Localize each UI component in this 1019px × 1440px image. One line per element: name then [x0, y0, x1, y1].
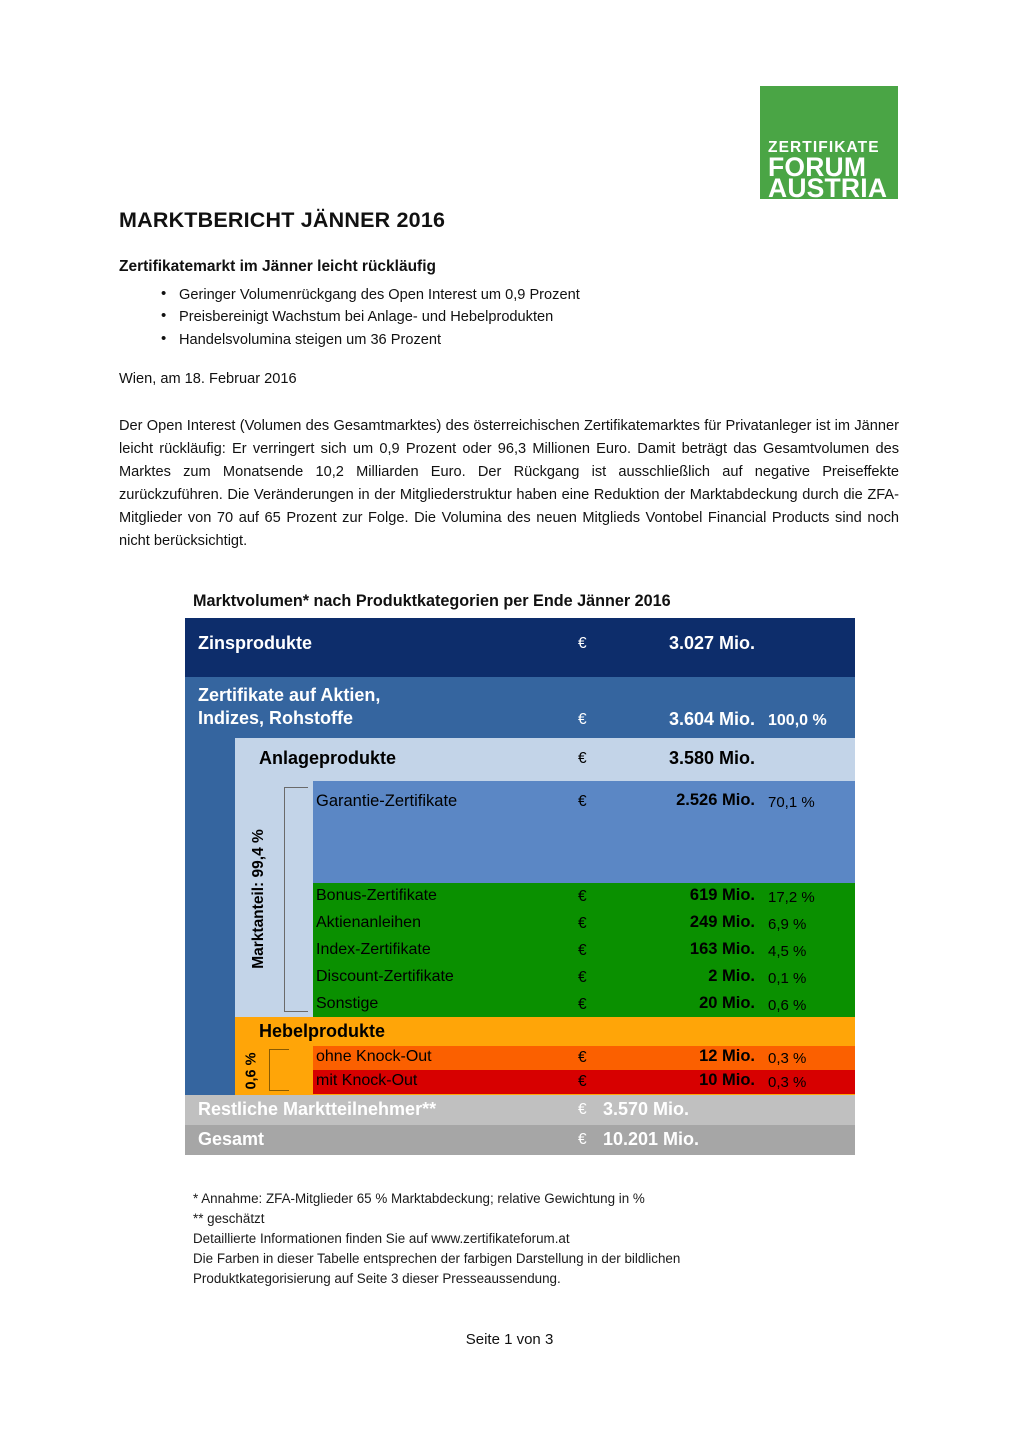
- list-item: • Geringer Volumenrückgang des Open Interest um 0,9 Prozent: [119, 284, 899, 306]
- market-volume-table: [185, 618, 855, 1155]
- row-percent: 6,9 %: [768, 916, 807, 933]
- currency-symbol: €: [578, 888, 587, 905]
- key-points-list: [119, 284, 899, 351]
- currency-symbol: €: [578, 1073, 587, 1090]
- row-label: Restliche Marktteilnehmer**: [198, 1099, 437, 1119]
- row-value: 3.604 Mio.: [668, 709, 755, 729]
- footnote-line: ** geschätzt: [193, 1210, 265, 1226]
- row-label: ohne Knock-Out: [316, 1048, 432, 1065]
- row-label: Zinsprodukte: [198, 633, 313, 653]
- row-value: 10.201 Mio.: [603, 1129, 700, 1149]
- currency-symbol: €: [578, 1131, 587, 1148]
- currency-symbol: €: [578, 711, 587, 728]
- row-label: Anlageprodukte: [259, 748, 397, 768]
- footnote-line: Produktkategorisierung auf Seite 3 dieser Presseaussendung.: [193, 1270, 561, 1286]
- table-row-index-zertifikate: [185, 937, 855, 964]
- currency-symbol: €: [578, 1101, 587, 1118]
- table-row-gesamt: [185, 1125, 855, 1155]
- dateline: Wien, am 18. Februar 2016: [119, 371, 297, 387]
- hebelprodukte-group: [185, 1017, 855, 1095]
- row-value: 2 Mio.: [708, 967, 755, 985]
- table-row-ohne-knock-out: [185, 1046, 855, 1070]
- footnotes-block: [193, 1189, 680, 1289]
- list-item: • Handelsvolumina steigen um 36 Prozent: [119, 329, 899, 351]
- currency-symbol: €: [578, 635, 587, 652]
- currency-symbol: €: [578, 750, 587, 767]
- green-products-group: [185, 883, 855, 1017]
- row-value: 3.027 Mio.: [668, 633, 755, 653]
- row-value: 619 Mio.: [689, 886, 755, 904]
- row-label: Discount-Zertifikate: [316, 968, 454, 985]
- row-value: 163 Mio.: [689, 940, 755, 958]
- footnote-line: Die Farben in dieser Tabelle entsprechen der farbigen Darstellung in der bildlichen: [193, 1250, 681, 1266]
- row-value: 249 Mio.: [689, 913, 755, 931]
- currency-symbol: €: [578, 915, 587, 932]
- row-value: 2.526 Mio.: [676, 791, 755, 809]
- currency-symbol: €: [578, 969, 587, 986]
- logo-wordmark: [768, 138, 896, 199]
- row-percent: 0,6 %: [768, 997, 807, 1014]
- logo-line-austria: AUSTRIA: [768, 172, 888, 199]
- page-footer: Seite 1 von 3: [465, 1331, 554, 1348]
- table-row-aktienanleihen: [185, 910, 855, 937]
- currency-symbol: €: [578, 793, 587, 810]
- row-label: Sonstige: [316, 995, 379, 1012]
- anlageprodukte-group: [185, 738, 855, 1017]
- row-percent: 0,1 %: [768, 970, 807, 987]
- row-percent: 0,3 %: [768, 1074, 807, 1091]
- table-row-garantie-zertifikate: [185, 781, 855, 883]
- row-label-line1: Zertifikate auf Aktien,: [198, 685, 381, 705]
- page-title: MARKTBERICHT JÄNNER 2016: [119, 208, 446, 232]
- row-percent: 70,1 %: [768, 794, 815, 811]
- row-percent: 17,2 %: [768, 889, 815, 906]
- row-percent: 100,0 %: [768, 712, 827, 729]
- row-value: 12 Mio.: [699, 1047, 755, 1065]
- table-row-discount-zertifikate: [185, 964, 855, 991]
- table-row-hebelprodukte: [185, 1017, 855, 1046]
- currency-symbol: €: [578, 996, 587, 1013]
- row-label: Index-Zertifikate: [316, 941, 431, 958]
- row-value: 20 Mio.: [699, 994, 755, 1012]
- table-row-restliche-marktteilnehmer: [185, 1095, 855, 1125]
- table-row-bonus-zertifikate: [185, 883, 855, 910]
- body-paragraph: Der Open Interest (Volumen des Gesamtmarktes) des österreichischen Zertifikatemarktes für Privatanleger ist im Jänner leicht rückläufig: Er verringert sich um 0,9 Prozent oder 96,3 Millionen Euro. Damit beträgt das Gesamtvolumen des Marktes zum Monatsende 10,2 Milliarden Euro. Der Rückgang ist ausschließlich auf negative Preiseffekte zurückzuführen. Die Veränderungen in der Mitgliederstruktur haben eine Reduktion der Marktabdeckung durch die ZFA-Mitglieder von 70 auf 65 Prozent zur Folge. Die Volumina des neuen Mitglieds Vontobel Financial Products sind noch nicht berücksichtigt.: [119, 418, 899, 549]
- table-row-anlageprodukte: [185, 738, 855, 781]
- list-item: • Preisbereinigt Wachstum bei Anlage- und Hebelprodukten: [119, 306, 899, 328]
- row-value: 3.580 Mio.: [668, 748, 755, 768]
- row-label: mit Knock-Out: [316, 1072, 418, 1089]
- row-percent: 4,5 %: [768, 943, 807, 960]
- row-label: Aktienanleihen: [316, 914, 421, 931]
- table-row-sonstige: [185, 991, 855, 1018]
- footnote-line: * Annahme: ZFA-Mitglieder 65 % Marktabdeckung; relative Gewichtung in %: [193, 1191, 645, 1206]
- currency-symbol: €: [578, 1049, 587, 1066]
- row-label: Bonus-Zertifikate: [316, 887, 437, 904]
- logo-line-zertifikate: ZERTIFIKATE: [768, 138, 880, 156]
- row-label: Garantie-Zertifikate: [316, 792, 458, 810]
- table-row-mit-knock-out: [185, 1070, 855, 1094]
- chart-title: Marktvolumen* nach Produktkategorien per Ende Jänner 2016: [193, 592, 671, 610]
- hebel-percent-text: 0,6 %: [244, 1051, 260, 1090]
- row-label: [198, 684, 528, 730]
- currency-symbol: €: [578, 942, 587, 959]
- logo-line-forum: FORUM: [768, 151, 867, 182]
- zertifikate-forum-austria-logo: [760, 86, 898, 199]
- section-subheading: Zertifikatemarkt im Jänner leicht rückläufig: [119, 258, 436, 275]
- table-row-zinsprodukte: [185, 618, 855, 677]
- table-row-zertifikate-aktien: [185, 677, 855, 738]
- row-percent: 0,3 %: [768, 1050, 807, 1067]
- marktanteil-text: Marktanteil: 99,4 %: [250, 829, 267, 969]
- row-label: Hebelprodukte: [259, 1021, 386, 1041]
- footnote-line: Detaillierte Informationen finden Sie auf www.zertifikateforum.at: [193, 1230, 570, 1246]
- row-label-line2: Indizes, Rohstoffe: [198, 708, 354, 729]
- row-value: 10 Mio.: [699, 1071, 755, 1089]
- row-label: Gesamt: [198, 1129, 265, 1149]
- row-value: 3.570 Mio.: [603, 1099, 690, 1119]
